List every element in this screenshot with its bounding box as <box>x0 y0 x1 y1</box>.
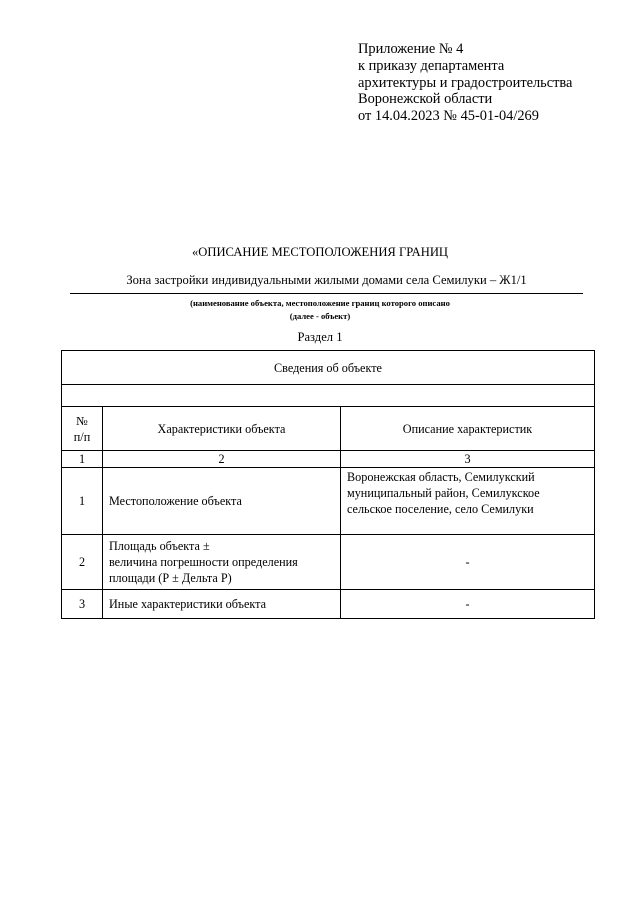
table-header-row <box>62 407 595 451</box>
characteristic-line: величина погрешности определения <box>109 555 298 569</box>
column-number-row <box>62 451 595 468</box>
header-num-line: № <box>76 413 88 428</box>
table-empty-row <box>62 385 595 407</box>
row-characteristic <box>103 535 341 590</box>
object-info-table <box>61 350 595 619</box>
column-number: 2 <box>103 451 341 468</box>
header-description: Описание характеристик <box>341 407 595 451</box>
appendix-line: Воронежской области <box>358 91 493 108</box>
row-description: - <box>341 590 595 619</box>
caption-line: (наименование объекта, местоположение границ которого описано <box>190 298 450 308</box>
object-name: Зона застройки индивидуальными жилыми домами села Семилуки – Ж1/1 <box>126 273 527 287</box>
column-number: 1 <box>62 451 103 468</box>
table-heading: Сведения об объекте <box>62 351 595 385</box>
appendix-line: от 14.04.2023 № 45-01-04/269 <box>358 108 539 125</box>
row-number: 1 <box>62 468 103 535</box>
table-row <box>62 590 595 619</box>
appendix-block <box>358 41 628 125</box>
appendix-line: Приложение № 4 <box>358 41 464 57</box>
empty-cell <box>62 385 595 407</box>
row-characteristic: Местоположение объекта <box>103 468 341 535</box>
description-line: муниципальный район, Семилукское <box>347 486 540 500</box>
header-characteristic: Характеристики объекта <box>103 407 341 451</box>
section-title: Раздел 1 <box>297 330 343 344</box>
row-description: - <box>341 535 595 590</box>
header-num-line: п/п <box>73 429 91 444</box>
description-line: Воронежская область, Семилукский <box>347 470 535 484</box>
description-line: сельское поселение, село Семилуки <box>347 502 534 516</box>
object-name-caption <box>0 297 640 323</box>
row-number: 3 <box>62 590 103 619</box>
row-number: 2 <box>62 535 103 590</box>
table-row <box>62 468 595 535</box>
object-name-underline <box>70 293 583 294</box>
row-characteristic: Иные характеристики объекта <box>103 590 341 619</box>
appendix-line: к приказу департамента <box>358 57 505 74</box>
document-title: «ОПИСАНИЕ МЕСТОПОЛОЖЕНИЯ ГРАНИЦ <box>191 245 449 259</box>
appendix-line: архитектуры и градостроительства <box>358 74 573 91</box>
characteristic-line: Площадь объекта ± <box>109 539 210 553</box>
header-num <box>62 407 103 451</box>
row-description <box>341 468 595 535</box>
column-number: 3 <box>341 451 595 468</box>
characteristic-line: площади (Р ± Дельта Р) <box>109 571 232 585</box>
table-heading-row <box>62 351 595 385</box>
table-row <box>62 535 595 590</box>
caption-line: (далее - объект) <box>289 311 351 321</box>
